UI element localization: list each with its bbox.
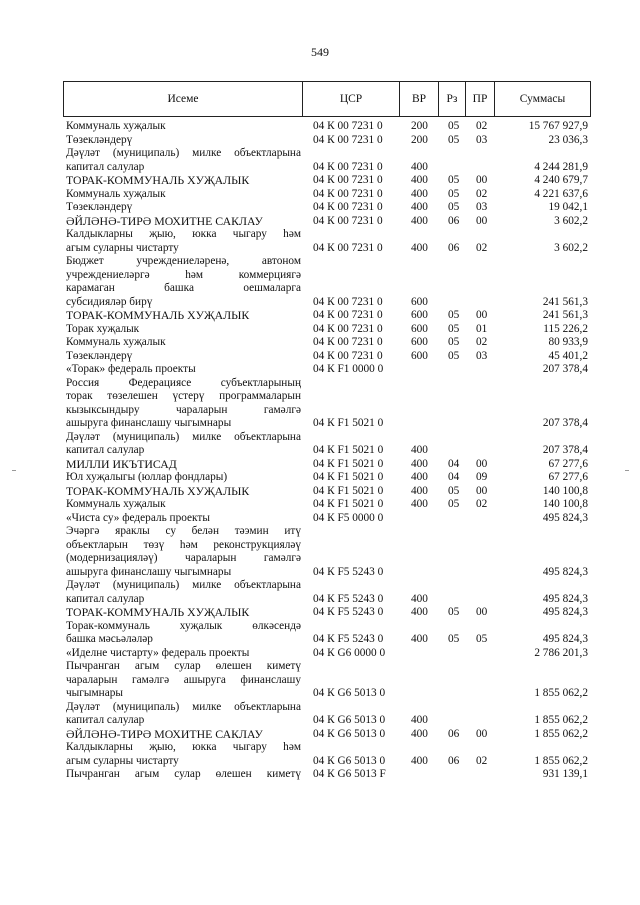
row-pr: 02 bbox=[476, 187, 488, 200]
row-name: ТОРАК-КОММУНАЛЬ ХУҖАЛЫК bbox=[66, 308, 250, 322]
row-vr: 400 bbox=[411, 754, 428, 767]
row-sum: 45 401,2 bbox=[548, 349, 588, 362]
row-rz: 05 bbox=[448, 322, 460, 335]
row-csr: 04 К 00 7231 0 bbox=[313, 201, 383, 213]
row-sum: 67 277,6 bbox=[548, 457, 588, 470]
row-name: «Чиста су» федераль проекты bbox=[66, 511, 210, 524]
row-csr: 04 К F1 5021 0 bbox=[313, 471, 384, 483]
row-pr: 02 bbox=[476, 120, 488, 132]
row-csr: 04 К 00 7231 0 bbox=[313, 295, 383, 308]
row-csr: 04 К 00 7231 0 bbox=[313, 160, 383, 173]
row-csr: 04 К 00 7231 0 bbox=[313, 322, 383, 335]
row-csr: 04 К G6 5013 0 bbox=[313, 727, 386, 740]
table-row bbox=[63, 552, 591, 566]
table-row bbox=[63, 525, 591, 539]
row-name: Коммуналь хуҗалык bbox=[66, 336, 166, 348]
table-row bbox=[63, 512, 591, 526]
header-rz: Рз bbox=[439, 82, 466, 117]
table-header bbox=[63, 81, 591, 117]
table-row bbox=[63, 768, 591, 782]
table-row bbox=[63, 174, 591, 188]
table-row bbox=[63, 539, 591, 553]
table-row bbox=[63, 701, 591, 715]
row-vr: 400 bbox=[411, 727, 428, 740]
row-csr: 04 К 00 7231 0 bbox=[313, 174, 383, 186]
row-rz: 05 bbox=[448, 498, 460, 510]
header-sum: Суммасы bbox=[495, 82, 591, 117]
row-pr: 00 bbox=[476, 606, 488, 618]
table-row bbox=[63, 647, 591, 661]
row-pr: 09 bbox=[476, 471, 488, 483]
row-name: ТОРАК-КОММУНАЛЬ ХУҖАЛЫК bbox=[66, 605, 250, 619]
row-name: Калдыкларны җыю, юкка чыгару һәм bbox=[66, 741, 301, 753]
row-csr: 04 К F5 5243 0 bbox=[313, 606, 384, 618]
row-name: кызыксындыру чараларын гамәлгә bbox=[66, 403, 301, 416]
row-pr: 03 bbox=[476, 201, 488, 213]
row-name: капитал салулар bbox=[66, 160, 145, 173]
row-vr: 200 bbox=[411, 133, 428, 146]
row-csr: 04 К F5 0000 0 bbox=[313, 511, 384, 524]
row-csr: 04 К 00 7231 0 bbox=[313, 120, 383, 132]
row-csr: 04 К 00 7231 0 bbox=[313, 214, 383, 227]
row-pr: 00 bbox=[476, 457, 488, 470]
row-vr: 400 bbox=[411, 241, 428, 254]
row-csr: 04 К G6 5013 F bbox=[313, 768, 386, 780]
table-row bbox=[63, 741, 591, 755]
row-rz: 05 bbox=[448, 349, 460, 362]
row-rz: 05 bbox=[448, 120, 460, 132]
table-row bbox=[63, 674, 591, 688]
row-name: субсидияләр бирү bbox=[66, 295, 153, 308]
table-row bbox=[63, 242, 591, 256]
row-name: агым суларны чистарту bbox=[66, 241, 179, 254]
row-sum: 495 824,3 bbox=[542, 565, 588, 578]
row-csr: 04 К 00 7231 0 bbox=[313, 349, 383, 362]
row-pr: 03 bbox=[476, 133, 488, 146]
row-name: Пычранган агым сулар өлешен киметү bbox=[66, 660, 301, 672]
table-row bbox=[63, 323, 591, 337]
row-rz: 05 bbox=[448, 606, 460, 618]
row-sum: 1 855 062,2 bbox=[534, 714, 588, 726]
row-sum: 207 378,4 bbox=[542, 363, 588, 375]
table-row bbox=[63, 417, 591, 431]
row-sum: 115 226,2 bbox=[543, 322, 588, 335]
row-csr: 04 К G6 5013 0 bbox=[313, 754, 386, 767]
row-csr: 04 К F1 0000 0 bbox=[313, 363, 384, 375]
row-name: карамаган башка оешмаларга bbox=[66, 282, 301, 294]
row-vr: 600 bbox=[411, 336, 428, 348]
row-name: МИЛЛИ ИКЪТИСАД bbox=[66, 456, 177, 471]
row-sum: 4 244 281,9 bbox=[534, 160, 588, 173]
row-pr: 01 bbox=[476, 322, 488, 335]
table-row bbox=[63, 228, 591, 242]
row-name: Торак хуҗалык bbox=[66, 322, 140, 335]
row-sum: 241 561,3 bbox=[542, 309, 588, 321]
row-name: ашыруга финанслашу чыгымнары bbox=[66, 417, 232, 429]
row-name: ТОРАК-КОММУНАЛЬ ХУҖАЛЫК bbox=[66, 173, 250, 187]
row-vr: 400 bbox=[411, 606, 428, 618]
row-csr: 04 К 00 7231 0 bbox=[313, 241, 383, 254]
table-row bbox=[63, 566, 591, 580]
row-name: Дәүләт (муниципаль) милке объектларына bbox=[66, 579, 301, 591]
row-name: учреждениеләргә һәм коммерциягә bbox=[66, 268, 301, 281]
row-rz: 05 bbox=[448, 187, 460, 200]
row-name: Юл хуҗалыгы (юллар фондлары) bbox=[66, 471, 228, 483]
row-rz: 06 bbox=[448, 214, 460, 227]
row-name: башка мәсьәләләр bbox=[66, 633, 153, 645]
row-vr: 400 bbox=[411, 471, 428, 483]
row-pr: 02 bbox=[476, 336, 488, 348]
row-csr: 04 К G6 5013 0 bbox=[313, 687, 386, 699]
row-csr: 04 К G6 5013 0 bbox=[313, 714, 386, 726]
row-pr: 02 bbox=[476, 498, 488, 510]
row-name: Калдыкларны җыю, юкка чыгару һәм bbox=[66, 228, 301, 240]
row-pr: 03 bbox=[476, 349, 488, 362]
row-sum: 3 602,2 bbox=[554, 241, 588, 254]
row-vr: 400 bbox=[411, 174, 428, 186]
row-csr: 04 К F1 5021 0 bbox=[313, 484, 384, 497]
row-name: Коммуналь хуҗалык bbox=[66, 498, 166, 510]
row-name: Дәүләт (муниципаль) милке объектларына bbox=[66, 147, 301, 159]
table-row bbox=[63, 336, 591, 350]
row-sum: 241 561,3 bbox=[542, 295, 588, 308]
row-rz: 05 bbox=[448, 484, 460, 497]
header-pr: ПР bbox=[466, 82, 495, 117]
page-number: 549 bbox=[311, 45, 329, 59]
row-name: Коммуналь хуҗалык bbox=[66, 120, 166, 132]
row-name: чараларын гамәлгә ашыруга финанслашу bbox=[66, 673, 301, 686]
row-pr: 02 bbox=[476, 241, 488, 254]
row-vr: 400 bbox=[411, 201, 428, 213]
table-row bbox=[63, 593, 591, 607]
row-pr: 02 bbox=[476, 754, 488, 767]
row-sum: 1 855 062,2 bbox=[534, 727, 588, 740]
row-name: Төзекләндерү bbox=[66, 349, 133, 362]
row-name: «Иделне чистарту» федераль проекты bbox=[66, 646, 250, 659]
row-rz: 06 bbox=[448, 727, 460, 740]
row-name: Торак-коммуналь хуҗалык өлкәсендә bbox=[66, 619, 301, 632]
table-row bbox=[63, 485, 591, 499]
table-row bbox=[63, 120, 591, 134]
row-vr: 400 bbox=[411, 633, 428, 645]
row-csr: 04 К F5 5243 0 bbox=[313, 592, 384, 605]
row-csr: 04 К F1 5021 0 bbox=[313, 444, 384, 456]
row-rz: 05 bbox=[448, 336, 460, 348]
row-vr: 600 bbox=[411, 349, 428, 362]
row-csr: 04 К F1 5021 0 bbox=[313, 498, 384, 510]
table-row bbox=[63, 728, 591, 742]
header-vr: ВР bbox=[400, 82, 439, 117]
header-csr: ЦСР bbox=[303, 82, 400, 117]
row-rz: 05 bbox=[448, 633, 460, 645]
row-name: агым суларны чистарту bbox=[66, 754, 179, 767]
table-row bbox=[63, 431, 591, 445]
row-vr: 400 bbox=[411, 592, 428, 605]
row-csr: 04 К G6 0000 0 bbox=[313, 646, 386, 659]
row-sum: 4 221 637,6 bbox=[534, 187, 588, 200]
row-vr: 400 bbox=[411, 214, 428, 227]
header-name: Исеме bbox=[64, 82, 303, 117]
row-sum: 931 139,1 bbox=[542, 768, 588, 780]
row-sum: 140 100,8 bbox=[542, 498, 588, 510]
row-sum: 140 100,8 bbox=[542, 484, 588, 497]
row-sum: 495 824,3 bbox=[542, 606, 588, 618]
table-row bbox=[63, 134, 591, 148]
row-sum: 23 036,3 bbox=[548, 133, 588, 146]
table-row bbox=[63, 755, 591, 769]
row-name: Бюджет учреждениеләренә, автоном bbox=[66, 255, 301, 267]
row-name: объектларын төзү һәм реконструкцияләү bbox=[66, 538, 301, 551]
table-row bbox=[63, 687, 591, 701]
row-sum: 495 824,3 bbox=[542, 592, 588, 605]
table-row bbox=[63, 444, 591, 458]
table-row bbox=[63, 660, 591, 674]
row-csr: 04 К F1 5021 0 bbox=[313, 417, 384, 429]
row-csr: 04 К 00 7231 0 bbox=[313, 336, 383, 348]
table-row bbox=[63, 147, 591, 161]
table-row bbox=[63, 404, 591, 418]
row-vr: 600 bbox=[411, 322, 428, 335]
row-csr: 04 К F5 5243 0 bbox=[313, 565, 384, 578]
row-sum: 80 933,9 bbox=[548, 336, 588, 348]
row-vr: 600 bbox=[411, 295, 428, 308]
table-row bbox=[63, 269, 591, 283]
table-row bbox=[63, 606, 591, 620]
table-row bbox=[63, 296, 591, 310]
row-name: ӘЙЛӘНӘ-ТИРӘ МОХИТНЕ САКЛАУ bbox=[66, 726, 263, 741]
row-csr: 04 К F5 5243 0 bbox=[313, 633, 384, 645]
row-csr: 04 К 00 7231 0 bbox=[313, 309, 383, 321]
row-vr: 400 bbox=[411, 160, 428, 173]
row-vr: 400 bbox=[411, 187, 428, 200]
table-row bbox=[63, 471, 591, 485]
row-rz: 05 bbox=[448, 201, 460, 213]
row-name: Пычранган агым сулар өлешен киметү bbox=[66, 768, 301, 780]
row-sum: 67 277,6 bbox=[548, 471, 588, 483]
row-name: Дәүләт (муниципаль) милке объектларына bbox=[66, 700, 301, 713]
row-rz: 05 bbox=[448, 174, 460, 186]
table-row bbox=[63, 363, 591, 377]
row-name: Эчәргә яраклы су белән тәэмин итү bbox=[66, 525, 301, 537]
row-name: (модернизацияләү) чараларын гамәлгә bbox=[66, 552, 301, 564]
row-name: капитал салулар bbox=[66, 444, 145, 456]
row-name: ТОРАК-КОММУНАЛЬ ХУҖАЛЫК bbox=[66, 483, 250, 498]
table-row bbox=[63, 161, 591, 175]
table-row bbox=[63, 215, 591, 229]
row-sum: 207 378,4 bbox=[542, 417, 588, 429]
table-row bbox=[63, 350, 591, 364]
row-csr: 04 К 00 7231 0 bbox=[313, 187, 383, 200]
row-name: ӘЙЛӘНӘ-ТИРӘ МОХИТНЕ САКЛАУ bbox=[66, 213, 263, 228]
table-row bbox=[63, 282, 591, 296]
row-sum: 15 767 927,9 bbox=[528, 120, 588, 132]
row-sum: 1 855 062,2 bbox=[534, 754, 588, 767]
row-name: ашыруга финанслашу чыгымнары bbox=[66, 565, 232, 578]
row-name: Төзекләндерү bbox=[66, 133, 133, 146]
row-sum: 4 240 679,7 bbox=[534, 174, 588, 186]
row-csr: 04 К 00 7231 0 bbox=[313, 133, 383, 146]
table-row bbox=[63, 188, 591, 202]
row-vr: 200 bbox=[411, 120, 428, 132]
table-row bbox=[63, 714, 591, 728]
table-row bbox=[63, 498, 591, 512]
row-rz: 05 bbox=[448, 133, 460, 146]
table-row bbox=[63, 309, 591, 323]
row-vr: 400 bbox=[411, 484, 428, 497]
row-name: капитал салулар bbox=[66, 714, 145, 726]
row-vr: 400 bbox=[411, 714, 428, 726]
budget-table-body bbox=[63, 120, 591, 782]
row-name: Дәүләт (муниципаль) милке объектларына bbox=[66, 430, 301, 443]
row-csr: 04 К F1 5021 0 bbox=[313, 457, 384, 470]
row-pr: 00 bbox=[476, 727, 488, 740]
row-rz: 04 bbox=[448, 457, 460, 470]
margin-mark bbox=[12, 470, 16, 471]
row-pr: 00 bbox=[476, 174, 488, 186]
table-row bbox=[63, 377, 591, 391]
table-row bbox=[63, 579, 591, 593]
row-sum: 495 824,3 bbox=[542, 511, 588, 524]
margin-mark bbox=[625, 470, 629, 471]
row-vr: 400 bbox=[411, 457, 428, 470]
row-sum: 2 786 201,3 bbox=[534, 646, 588, 659]
row-rz: 06 bbox=[448, 754, 460, 767]
table-row bbox=[63, 458, 591, 472]
row-rz: 06 bbox=[448, 241, 460, 254]
row-name: чыгымнары bbox=[66, 687, 123, 699]
row-sum: 19 042,1 bbox=[548, 201, 588, 213]
table-row bbox=[63, 255, 591, 269]
row-rz: 04 bbox=[448, 471, 460, 483]
row-pr: 00 bbox=[476, 309, 488, 321]
row-pr: 05 bbox=[476, 633, 488, 645]
row-pr: 00 bbox=[476, 484, 488, 497]
row-vr: 400 bbox=[411, 498, 428, 510]
row-sum: 1 855 062,2 bbox=[534, 687, 588, 699]
row-rz: 05 bbox=[448, 309, 460, 321]
row-vr: 600 bbox=[411, 309, 428, 321]
row-pr: 00 bbox=[476, 214, 488, 227]
table-row bbox=[63, 390, 591, 404]
row-sum: 495 824,3 bbox=[542, 633, 588, 645]
table-row bbox=[63, 620, 591, 634]
row-name: Россия Федерациясе субъектларының bbox=[66, 376, 301, 389]
table-row bbox=[63, 201, 591, 215]
row-name: Коммуналь хуҗалык bbox=[66, 187, 166, 200]
row-sum: 3 602,2 bbox=[554, 214, 588, 227]
row-name: торак төзелешен үстерү программаларын bbox=[66, 390, 301, 402]
table-row bbox=[63, 633, 591, 647]
row-vr: 400 bbox=[411, 444, 428, 456]
row-name: Төзекләндерү bbox=[66, 201, 133, 213]
row-name: капитал салулар bbox=[66, 592, 145, 605]
row-sum: 207 378,4 bbox=[542, 444, 588, 456]
row-name: «Торак» федераль проекты bbox=[66, 363, 196, 375]
